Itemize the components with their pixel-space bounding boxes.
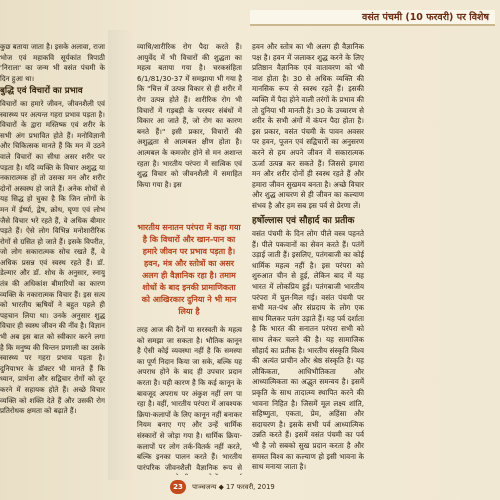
section-header [250,10,495,26]
column-1 [0,42,105,464]
column-2 [137,42,242,214]
pull-quote-text: भारतीय सनातन परंपरा में कहा गया है कि विचारों और खान-पान का हमारे जीवन पर प्रभाव पड़ता है। हवन, मंत्र और स्तोत्रों का असर अलग ही वैज्ञानिक रहा है। तमाम शोधों के बाद इनकी प्रामाणिकता को आखिरकार दुनिया ने भी मान लिया है [137,223,241,316]
column-1-body: विचारों का हमारे जीवन, जीवनशैली एवं स्वास्थ्य पर अत्यन्त गहरा प्रभाव पड़ता है। विचारों के द्वारा मस्तिष्क एवं शरीर के सभी अंग प्रभावित होते हैं। मनोविज्ञानी और चिकित्सक मानते हैं कि मन में उठने वाले विचारों का सीधा असर शरीर पर पड़ता है। यदि व्यक्ति के विचार अशुद्ध या नकारात्मक हों तो उसका मन और शरीर दोनों अस्वस्थ हो जाते हैं। अनेक शोधों से यह सिद्ध हो चुका है कि जिन लोगों के मन में ईर्ष्या, द्वेष, क्रोध, घृणा एवं लोभ जैसे विचार भरे रहते हैं, वे अधिक बीमार पड़ते हैं। ऐसे लोग विभिन्न मनोशारीरिक रोगों से ग्रसित हो जाते हैं। इसके विपरीत, जो लोग सकारात्मक सोच रखते हैं, वे अधिक प्रसन्न एवं स्वस्थ रहते हैं। डॉ. डेल्मार और डॉ. शोध के अनुसार, स्नायु तंत्र की अधिकांश बीमारियों का कारण व्यक्ति के नकारात्मक विचार हैं। इस सत्य को भारतीय ऋषियों ने बहुत पहले ही पहचान लिया था। उनके अनुसार शुद्ध विचार ही स्वस्थ जीवन की नींव है। विज्ञान भी अब इस बात को स्वीकार करने लगा है कि मनुष्य की चिन्तन प्रणाली का उसके स्वास्थ्य पर गहरा प्रभाव पड़ता है। दुनियाभर के डॉक्टर भी मानते हैं कि ध्यान, प्रार्थना और सद्विचार रोगों को दूर करने में सहायक होते हैं। अच्छे विचार व्यक्ति को शक्ति देते हैं और उसकी रोग प्रतिरोधक क्षमता को बढ़ाते हैं। [0,98,105,416]
gutter-shadow [108,30,134,480]
column-2-body: व्याधि/शारीरिक रोग पैदा करते हैं। आयुर्वेद में भी विचारों की शुद्धता का महत्व बताया गया है। चरकसंहिता 6/1/81/30-37 में समझाया भी गया है कि "चित्त में उत्पन्न विकार से ही शरीर में रोग उत्पन्न होते हैं। शारीरिक रोग भी विचारों में गड़बड़ी के परस्पर संबंधों में विकार आ जाते हैं, जो रोग का कारण बनते हैं।" इसी प्रकार, विचारों की अशुद्धता से आत्मबल क्षीण होता है। आत्मबल के कमजोर होने से मन अशान्त रहता है। भारतीय परंपरा में सात्विक एवं शुद्ध विचार को जीवनशैली में समाहित किया गया है। इस [137,42,242,189]
column-1-intro: कुछ बताया जाता है। इसके अलावा, राजा भोज एवं महाकवि सूर्यकांत त्रिपाठी 'निराला' का जन्म भी वसंत पंचमी के दिन हुआ था। [0,42,105,83]
footer-text: पाञ्चजन्य ◆ 17 फरवरी, 2019 [192,483,275,491]
column-3-body: तरह आज की दैनों या सरस्वती के महत्व को समझा जा सकता है। भौतिक कानून है ऐसी कोई व्यवस्था नहीं है कि समस्या का पूर्ण निदान किया जा सके, बल्कि यह अपराध होने के बाद ही उपचार प्रदान करता है। यही कारण है कि कई कानून के बावजूद अपराध पर अंकुश नहीं लग पा रहा है। वहीं, भारतीय परंपरा में आवश्यक क्रिया-कलापों के लिए कानून नहीं बनाकर नियम बनाए गए और उन्हें धार्मिक संस्कारों से जोड़ा गया है। धार्मिक क्रिया-कलापों पर लोग तर्क-वितर्क नहीं करते, बल्कि इनका पालन करते हैं। भारतीय पारंपरिक जीवनशैली वैज्ञानिक रूप से [137,325,242,472]
column-3 [137,325,242,475]
column-4-body-1: हवन और स्तोत्र का भी अलग ही वैज्ञानिक पक्ष है। हवन में जलाकर शुद्ध करने के लिए प्रतिष्ठान वैज्ञानिक एवं वातावरण को भी नाश होता है। 30 से अधिक व्यक्ति की मानसिक रूप से स्वस्थ रहते हैं। इसकी व्यक्ति में पैदा होने वाली तरंगों के प्रभाव की तो दुनिया भी मानती है। 30 के उच्चारण से शरीर के सभी अंगों में कंपन पैदा होता है। इस प्रकार, वसंत पंचमी के पावन अवसर पर हवन, पूजन एवं सद्विचारों का अनुसरण करने से हम अपने जीवन में सकारात्मक ऊर्जा उत्पन्न कर सकते हैं। जिससे हमारा मन और शरीर दोनों ही स्वस्थ रहते हैं और हमारा जीवन सुखमय बनता है। अच्छे विचार और शुद्ध आचरण से ही जीवन का कल्याण संभव है और हम सब इस पर्व से प्रेरणा लें। [252,42,364,210]
subhead-thoughts: बुद्धि एवं विचारों का प्रभाव [0,86,83,97]
pull-quote [137,222,241,316]
page-number: 23 [170,480,186,494]
column-4-body-2: वसंत पंचमी के दिन लोग पीले वस्त्र पहनते हैं। पीले पकवानों का सेवन करते हैं। पतंगें उड़ाई जाती हैं। इसलिए, पतंगबाजी का कोई धार्मिक महत्व नहीं है। इस परंपरा को शुरुआत चीन से हुई, लेकिन बाद में यह भारत में लोकप्रिय हुई। पतंगबाजी भारतीय परंपरा में घुल-मिल गई। वसंत पंचमी पर सभी मत-पंथ और संप्रदाय के लोग एक साथ मिलकर पतंग उड़ाते हैं। यह पर्व दर्शाता है कि भारत की सनातन परंपरा सभी को साथ लेकर चलने की है। यह सामाजिक सौहार्द का प्रतीक है। भारतीय संस्कृति विश्व की अत्यंत प्राचीन और श्रेष्ठ संस्कृति है। यह लौकिकता, आधिभौतिकता और आध्यात्मिकता का अद्भुत समन्वय है। इसमें प्रकृति के साथ तादात्म्य स्थापित करने की भावना निहित है। जिसमें मूल लक्ष्य शांति, सहिष्णुता, एकता, प्रेम, अहिंसा और सदाचरण है। इसके सभी पर्व आध्यात्मिक उन्नति करते हैं। इसमें वसंत पंचमी का पर्व भी है जो सबको सुख प्रदान करता है और समस्त विश्व का कल्याण हो इसी भावना के साथ मनाया जाता है। [252,229,364,472]
subhead-harmony: हर्षोल्लास एवं सौहार्द का प्रतीक [252,215,355,226]
section-header-title: वसंत पंचमी (10 फरवरी) पर विशेष [362,12,489,23]
page-footer [170,480,350,494]
column-4 [252,42,364,472]
